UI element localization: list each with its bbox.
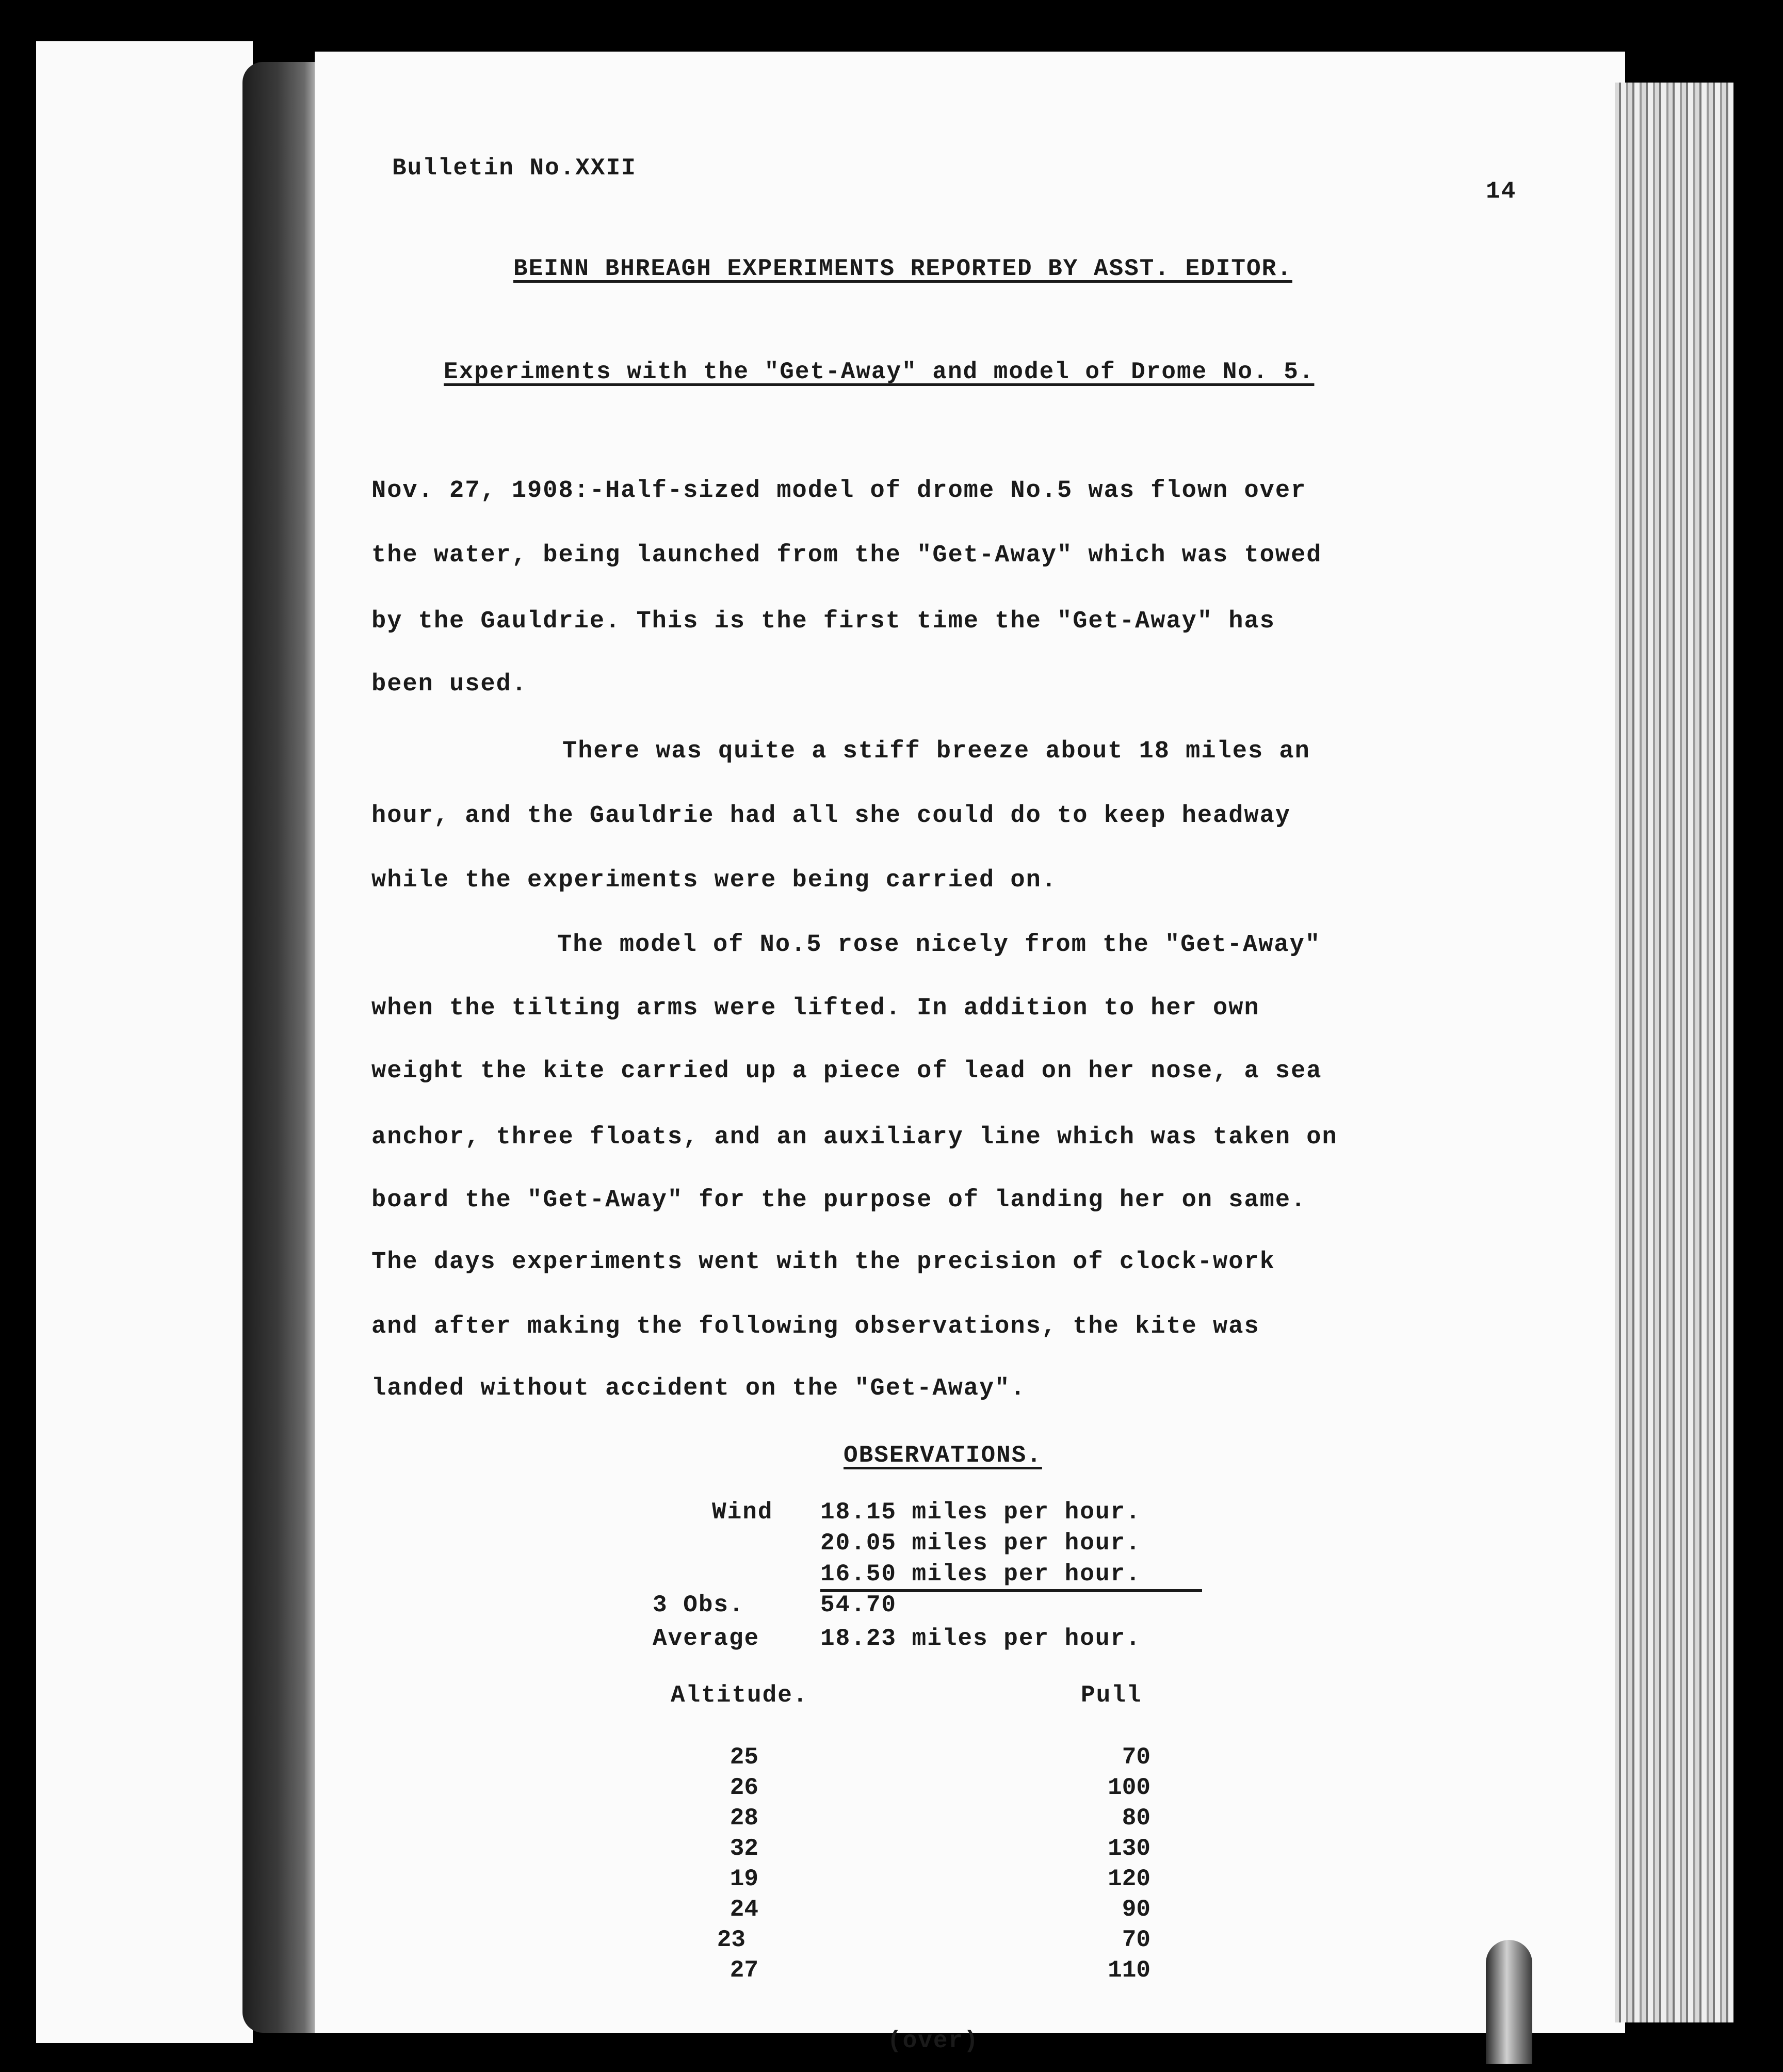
pull-value: 120 [1108,1866,1150,1892]
body-line: The days experiments went with the precision of clock-work [371,1249,1275,1276]
pull-value: 110 [1108,1957,1150,1984]
altitude-value: 32 [730,1835,758,1862]
continuation-note: (over) [887,2028,979,2054]
book-gutter [242,62,320,2033]
wind-reading: 16.50 miles per hour. [820,1561,1141,1588]
altitude-value: 27 [730,1957,758,1984]
pull-header: Pull [1081,1682,1142,1709]
obs-total: 54.70 [820,1592,897,1618]
body-line: Nov. 27, 1908:-Half-sized model of drome No.5 was flown over [371,477,1307,505]
wind-reading: 18.15 miles per hour. [820,1499,1141,1526]
observations-heading: OBSERVATIONS. [844,1442,1042,1469]
body-line: and after making the following observations, the kite was [371,1313,1260,1340]
altitude-value: 19 [730,1866,758,1892]
document-page [315,52,1625,2033]
page-number: 14 [1486,178,1517,205]
body-line: landed without accident on the "Get-Away". [371,1375,1026,1402]
average-label: Average [653,1625,760,1652]
body-line: the water, being launched from the "Get-Away" which was towed [371,542,1322,569]
body-line: anchor, three floats, and an auxiliary line which was taken on [371,1124,1338,1151]
average-value: 18.23 miles per hour. [820,1625,1141,1652]
obs-count-label: 3 Obs. [653,1592,744,1618]
body-line: hour, and the Gauldrie had all she could do to keep headway [371,802,1291,830]
body-line: while the experiments were being carried on. [371,867,1058,894]
wind-label: Wind [712,1499,773,1526]
body-line: when the tilting arms were lifted. In addition to her own [371,995,1260,1022]
document-subtitle: Experiments with the "Get-Away" and model of Drome No. 5. [444,359,1315,385]
altitude-value: 28 [730,1805,758,1832]
altitude-value: 24 [730,1896,758,1923]
body-line: been used. [371,671,528,698]
pull-value: 70 [1122,1927,1150,1953]
altitude-value: 25 [730,1744,758,1771]
body-line: by the Gauldrie. This is the first time the "Get-Away" has [371,608,1275,635]
paper-clip [1486,1940,1532,2064]
pull-value: 90 [1122,1896,1150,1923]
pull-value: 80 [1122,1805,1150,1832]
pull-value: 100 [1108,1774,1150,1801]
pull-value: 130 [1108,1835,1150,1862]
body-line: The model of No.5 rose nicely from the "Get-Away" [557,931,1321,959]
body-line: weight the kite carried up a piece of lead on her nose, a sea [371,1058,1322,1085]
altitude-header: Altitude. [671,1682,808,1709]
bulletin-header: Bulletin No.XXII [392,155,637,182]
page-edges [1615,83,1733,2022]
altitude-value: 26 [730,1774,758,1801]
pull-value: 70 [1122,1744,1150,1771]
document-title: BEINN BHREAGH EXPERIMENTS REPORTED BY ASST. EDITOR. [513,255,1292,282]
body-line: There was quite a stiff breeze about 18 miles an [562,738,1310,765]
altitude-value: 23 [717,1927,745,1953]
body-line: board the "Get-Away" for the purpose of landing her on same. [371,1187,1307,1214]
wind-reading: 20.05 miles per hour. [820,1530,1141,1557]
left-page [36,41,253,2043]
